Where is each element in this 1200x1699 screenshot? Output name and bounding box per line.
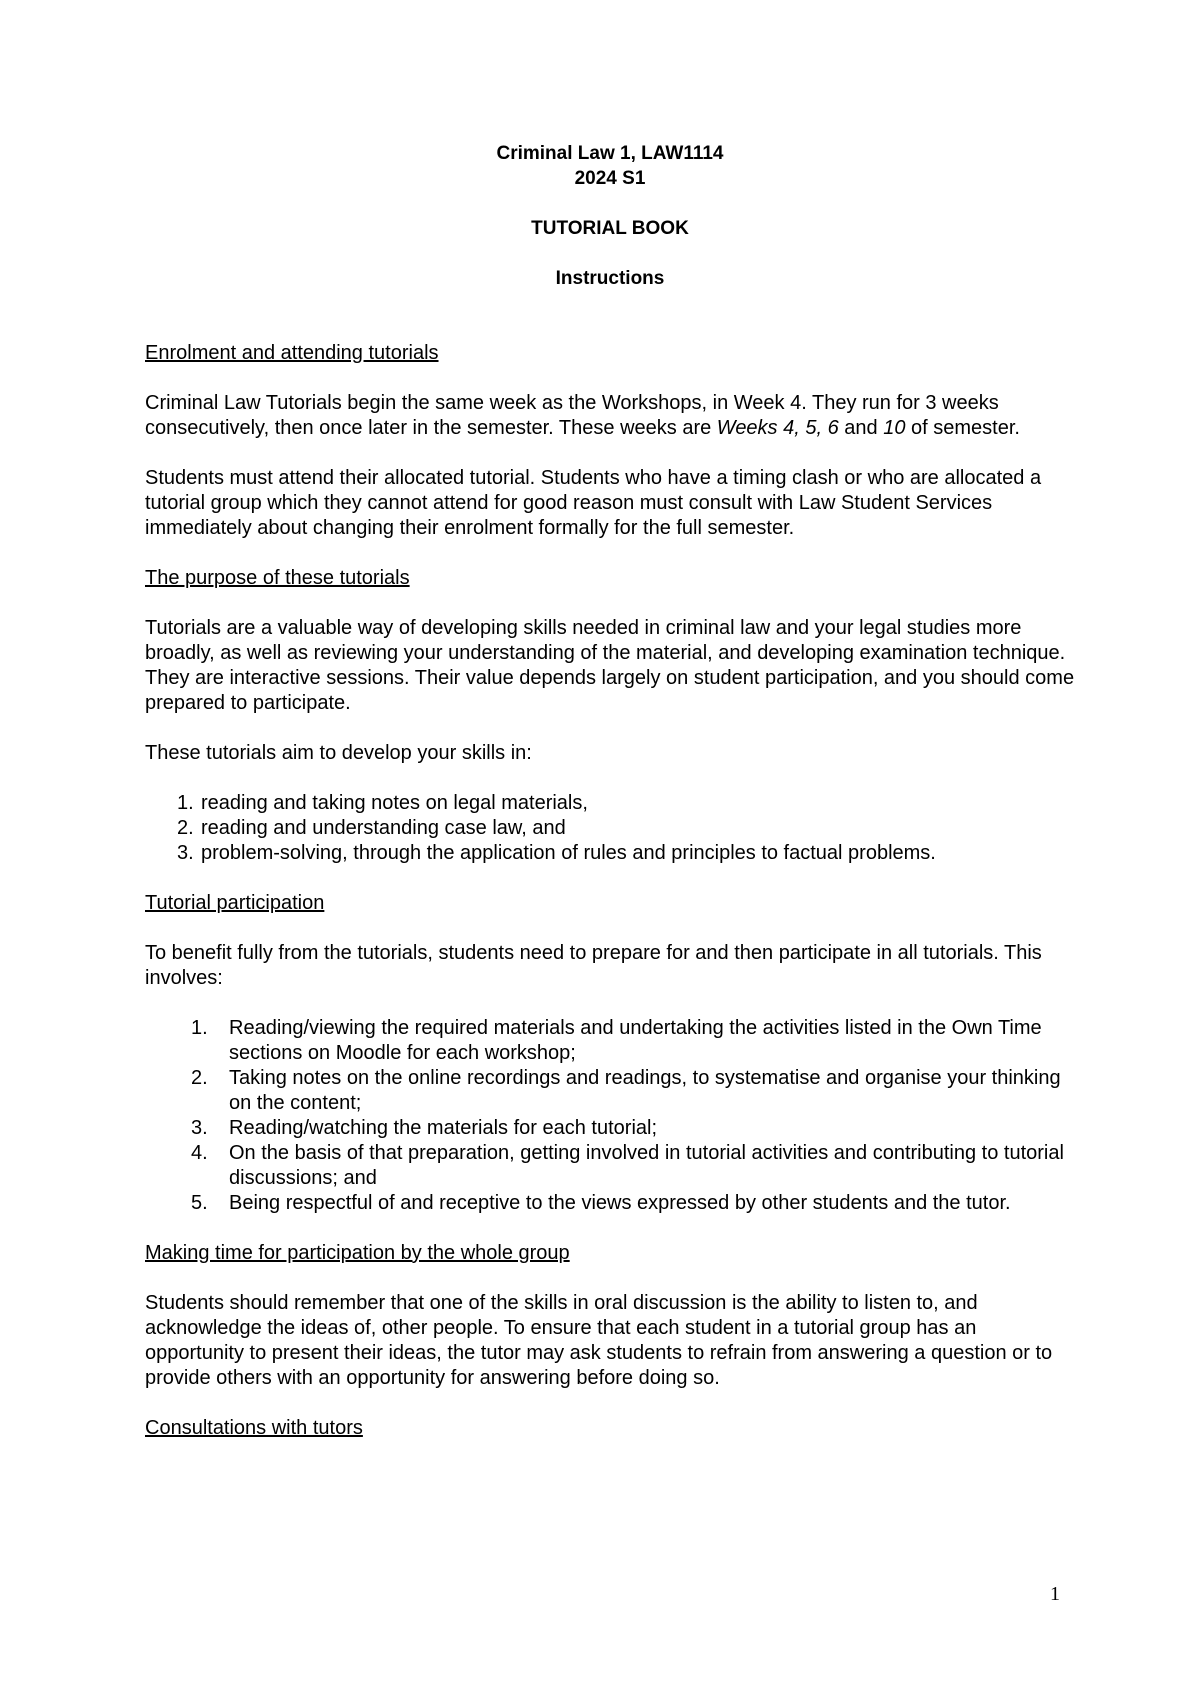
participation-list bbox=[191, 1016, 1075, 1216]
tutorial-weeks: Weeks 4, 5, 6 bbox=[716, 417, 839, 439]
section-title: Instructions bbox=[555, 268, 665, 289]
heading-purpose: The purpose of these tutorials bbox=[145, 567, 410, 589]
page-number: 1 bbox=[1050, 1583, 1060, 1605]
page-content bbox=[145, 141, 1075, 1441]
list-item: 3. problem-solving, through the application of rules and principles to factual problems. bbox=[177, 842, 936, 864]
heading-whole-group: Making time for participation by the whole group bbox=[145, 1242, 570, 1264]
participation-paragraph-1: To benefit fully from the tutorials, students need to prepare for and then participate in all tutorials. This involves: bbox=[145, 942, 1042, 989]
heading-participation: Tutorial participation bbox=[145, 892, 325, 914]
heading-consultations: Consultations with tutors bbox=[145, 1417, 363, 1439]
enrolment-paragraph-2: Students must attend their allocated tutorial. Students who have a timing clash or who are allocated a tutorial group which they cannot attend for good reason must consult with Law Student Services immediately about changing their enrolment formally for the full semester. bbox=[145, 467, 1042, 539]
title-block bbox=[145, 141, 1075, 291]
purpose-paragraph-2: These tutorials aim to develop your skills in: bbox=[145, 742, 532, 764]
enrolment-paragraph-1: Criminal Law Tutorials begin the same week as the Workshops, in Week 4. They run for 3 weeks consecutively, then once later in the semester. These weeks are Weeks 4, 5, 6 and 10 of semester. bbox=[145, 392, 1020, 439]
list-item: 2. Taking notes on the online recordings and readings, to systematise and organise your thinking on the content; bbox=[191, 1067, 1061, 1114]
course-term: 2024 S1 bbox=[574, 168, 646, 189]
list-item: 4. On the basis of that preparation, getting involved in tutorial activities and contributing to tutorial discussions; and bbox=[191, 1142, 1064, 1189]
book-title: TUTORIAL BOOK bbox=[531, 218, 689, 239]
list-item: 2. reading and understanding case law, and bbox=[177, 817, 566, 839]
heading-enrolment: Enrolment and attending tutorials bbox=[145, 342, 439, 364]
purpose-paragraph-1: Tutorials are a valuable way of developing skills needed in criminal law and your legal studies more broadly, as well as reviewing your understanding of the material, and developing examination technique. They are interactive sessions. Their value depends largely on student participation, and you should come prepared to participate. bbox=[145, 617, 1075, 714]
list-item: 5. Being respectful of and receptive to the views expressed by other students and the tutor. bbox=[191, 1192, 1011, 1214]
skills-list bbox=[177, 791, 1075, 866]
course-title: Criminal Law 1, LAW1114 bbox=[496, 143, 724, 164]
list-item: 1. Reading/viewing the required materials and undertaking the activities listed in the Own Time sections on Moodle for each workshop; bbox=[191, 1017, 1042, 1064]
list-item: 1. reading and taking notes on legal materials, bbox=[177, 792, 588, 814]
whole-group-paragraph-1: Students should remember that one of the skills in oral discussion is the ability to listen to, and acknowledge the ideas of, other people. To ensure that each student in a tutorial group has an opportunity to present their ideas, the tutor may ask students to refrain from answering a question or to provide others with an opportunity for answering before doing so. bbox=[145, 1292, 1053, 1389]
list-item: 3. Reading/watching the materials for each tutorial; bbox=[191, 1117, 658, 1139]
tutorial-week-ten: 10 bbox=[883, 417, 906, 439]
